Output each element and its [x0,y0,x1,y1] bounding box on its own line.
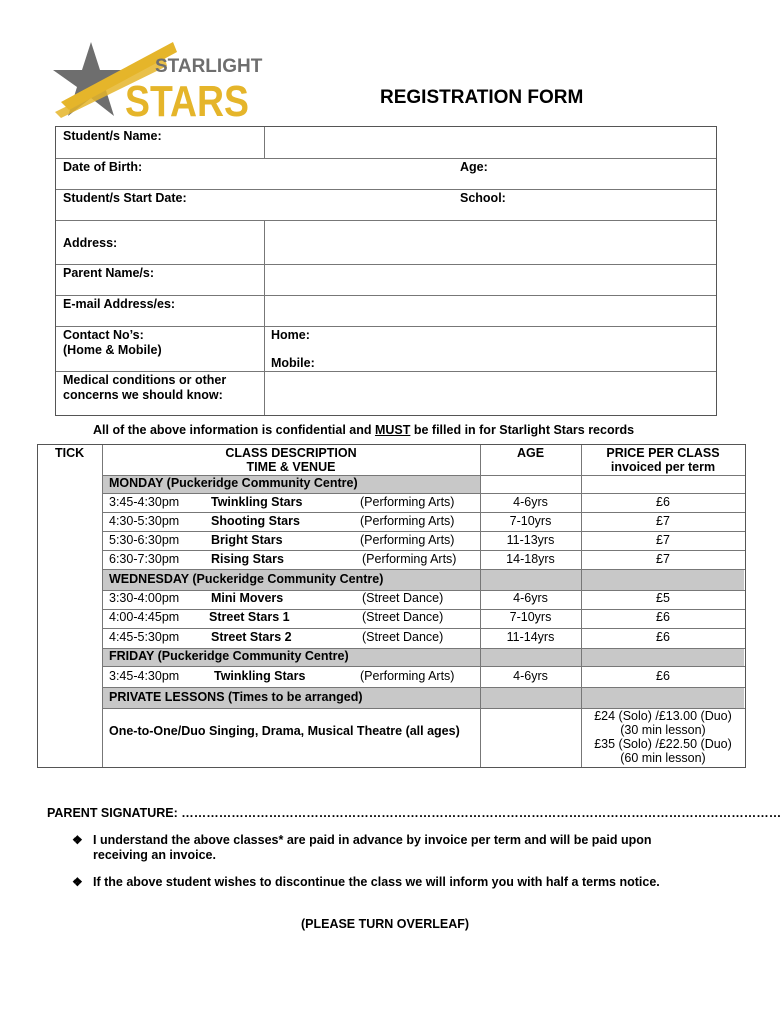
class-name: Street Stars 1 [209,610,290,624]
class-age: 4-6yrs [513,591,548,605]
bullet-item [72,833,732,863]
notice-text-1: All of the above information is confidential and [93,423,375,437]
wednesday-header: WEDNESDAY (Puckeridge Community Centre) [109,572,384,586]
class-type: (Street Dance) [362,610,444,624]
bullet-item [72,875,752,890]
mobile-label: Mobile: [271,356,315,370]
class-time: 4:30-5:30pm [109,514,180,528]
class-time: 3:45-4:30pm [109,495,180,509]
class-name: Mini Movers [211,591,284,605]
private-price-line: £24 (Solo) /£13.00 (Duo) [594,709,732,723]
private-lesson-description: One-to-One/Duo Singing, Drama, Musical Theatre (all ages) [109,724,460,738]
class-name: Shooting Stars [211,514,300,528]
logo-text-stars: STARS [125,77,249,126]
notice-text-2: be filled in for Starlight Stars records [410,423,635,437]
page-title: REGISTRATION FORM [380,87,584,108]
notice-must: MUST [374,423,411,437]
diamond-bullet-icon: ❖ [72,875,83,889]
class-time: 3:45-4:30pm [109,669,180,683]
student-info-table [55,126,717,416]
class-age: 4-6yrs [513,669,548,683]
class-type: (Performing Arts) [360,495,455,509]
class-time: 4:45-5:30pm [109,630,180,644]
home-label: Home: [271,328,310,342]
private-price-line: £35 (Solo) /£22.50 (Duo) [594,737,732,751]
private-lessons-header: PRIVATE LESSONS (Times to be arranged) [109,690,363,704]
class-type: (Performing Arts) [360,669,455,683]
date-of-birth-label: Date of Birth: [63,160,143,174]
class-type: (Street Dance) [362,630,444,644]
price-sub-header: invoiced per term [610,460,716,474]
address-label: Address: [63,236,118,250]
class-type: (Street Dance) [362,591,444,605]
class-price: £6 [656,669,670,683]
class-name: Twinkling Stars [214,669,306,683]
contact-sub-label: (Home & Mobile) [63,343,162,357]
start-date-label: Student/s Start Date: [63,191,187,205]
class-type: (Performing Arts) [362,552,457,566]
logo-text-starlight: STARLIGHT [155,56,263,77]
class-price: £7 [656,533,670,547]
class-age: 7-10yrs [509,610,552,624]
class-price: £6 [656,610,670,624]
classes-table [37,444,746,768]
class-time: 4:00-4:45pm [109,610,180,624]
class-name: Rising Stars [211,552,284,566]
class-time: 5:30-6:30pm [109,533,180,547]
class-price: £7 [656,552,670,566]
class-price: £6 [656,495,670,509]
email-label: E-mail Address/es: [63,297,176,311]
student-name-label: Student/s Name: [63,129,162,143]
class-price: £7 [656,514,670,528]
bullet-text: receiving an invoice. [93,848,216,862]
class-type: (Performing Arts) [360,514,455,528]
school-label: School: [460,191,506,205]
turn-overleaf-note: (PLEASE TURN OVERLEAF) [300,917,470,931]
class-time: 6:30-7:30pm [109,552,180,566]
class-type: (Performing Arts) [360,533,455,547]
class-age: 7-10yrs [509,514,552,528]
confidential-notice [93,423,634,437]
class-age: 14-18yrs [506,552,555,566]
friday-header: FRIDAY (Puckeridge Community Centre) [109,649,349,663]
age-label: Age: [460,160,488,174]
price-header: PRICE PER CLASS [606,446,720,460]
parent-signature-line: PARENT SIGNATURE: ……………………………………………………………………………………………………………………………… [47,806,781,820]
class-price: £5 [656,591,670,605]
class-description-header: CLASS DESCRIPTION [225,446,357,460]
starlight-stars-logo [55,40,263,126]
private-price-line: (30 min lesson) [620,723,706,737]
star-logo-icon [55,40,263,126]
class-time: 3:30-4:00pm [109,591,180,605]
medical-label: Medical conditions or other [63,373,227,387]
monday-header: MONDAY (Puckeridge Community Centre) [109,476,358,490]
time-venue-header: TIME & VENUE [246,460,336,474]
age-header: AGE [516,446,545,460]
parent-names-label: Parent Name/s: [63,266,155,280]
class-name: Street Stars 2 [211,630,292,644]
tick-header: TICK [55,446,85,460]
bullet-text: I understand the above classes* are paid in advance by invoice per term and will be paid upon [93,833,652,847]
contact-label: Contact No’s: [63,328,144,342]
class-name: Bright Stars [211,533,283,547]
bullet-text: If the above student wishes to discontinue the class we will inform you with half a terms notice. [93,875,660,889]
class-name: Twinkling Stars [211,495,303,509]
class-age: 11-13yrs [506,533,555,547]
class-price: £6 [656,630,670,644]
medical-label-2: concerns we should know: [63,388,223,402]
class-age: 11-14yrs [506,630,555,644]
private-price-line: (60 min lesson) [620,751,706,765]
diamond-bullet-icon: ❖ [72,833,83,847]
class-age: 4-6yrs [513,495,548,509]
